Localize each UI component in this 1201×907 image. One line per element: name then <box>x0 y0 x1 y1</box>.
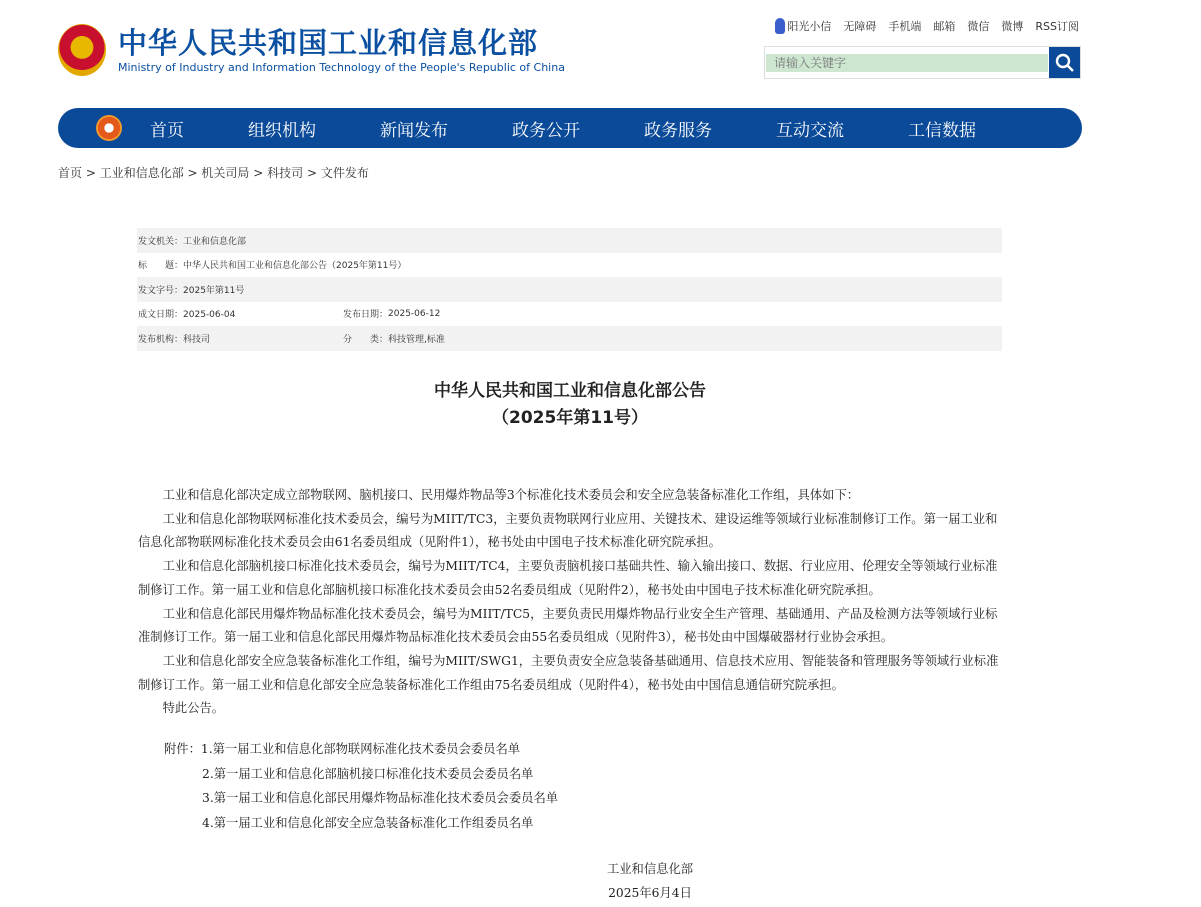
signature <box>560 857 740 905</box>
nav-home[interactable]: 首页 <box>150 120 184 141</box>
main-nav <box>58 108 1082 148</box>
sunshine-icon <box>775 18 785 34</box>
paragraph: 特此公告。 <box>162 701 225 716</box>
nav-logo-icon <box>96 115 122 141</box>
signer: 工业和信息化部 <box>606 862 694 876</box>
attachment-link[interactable]: 1.第一届工业和信息化部物联网标准化技术委员会委员名单 <box>200 742 521 756</box>
attachments-label: 附件： <box>164 742 201 756</box>
national-emblem-icon <box>58 24 106 76</box>
breadcrumb: 首页 > 工业和信息化部 > 机关司局 > 科技司 > 文件发布 <box>58 166 369 180</box>
site-title: 中华人民共和国工业和信息化部 <box>118 26 539 60</box>
nav-data[interactable]: 工信数据 <box>908 120 976 141</box>
meta-org: 科技司 <box>183 334 211 345</box>
link-weibo[interactable]: 微博 <box>1001 20 1024 33</box>
paragraph: 工业和信息化部决定成立部物联网、脑机接口、民用爆炸物品等3个标准化技术委员会和安全应急装备标准化工作组，具体如下： <box>162 488 860 502</box>
paragraph: 工业和信息化部安全应急装备标准化工作组，编号为MIIT/SWG1，主要负责安全应急装备基础通用、信息技术应用、智能装备和管理服务等领域行业标准制修订工作。第一届工业和信息化部安全应急装备标准化工作组由75名委员组成（见附件4），秘书处由中国信息通信研究院承担。 <box>138 653 999 692</box>
search-button[interactable] <box>1049 47 1080 78</box>
meta-date: 2025-06-04 <box>183 310 236 321</box>
sign-date: 2025年6月4日 <box>608 886 692 900</box>
article-title <box>0 378 1140 432</box>
link-wechat[interactable]: 微信 <box>967 20 990 33</box>
attachment-link[interactable]: 2.第一届工业和信息化部脑机接口标准化技术委员会委员名单 <box>202 766 534 781</box>
meta-label: 分 类： <box>343 334 389 345</box>
meta-label: 标 题： <box>138 261 184 272</box>
meta-label: 发布机构： <box>138 334 184 345</box>
meta-label: 发文字号： <box>138 285 184 296</box>
nav-news[interactable]: 新闻发布 <box>380 120 448 141</box>
breadcrumb-ministry[interactable]: 工业和信息化部 <box>99 166 184 180</box>
meta-pub-date: 2025-06-12 <box>388 308 441 319</box>
attachments <box>164 737 558 835</box>
search-icon <box>1055 53 1075 73</box>
meta-label: 成文日期： <box>138 310 184 321</box>
article-title-sub: （2025年第11号） <box>492 408 648 428</box>
article-body <box>138 484 1004 721</box>
nav-gov-affairs[interactable]: 政务公开 <box>512 120 580 141</box>
search-box <box>764 46 1081 79</box>
meta-issuer: 工业和信息化部 <box>183 236 247 247</box>
link-mobile[interactable]: 手机端 <box>888 20 922 33</box>
meta-title: 中华人民共和国工业和信息化部公告（2025年第11号） <box>183 261 407 272</box>
attachment-link[interactable]: 3.第一届工业和信息化部民用爆炸物品标准化技术委员会委员名单 <box>202 791 559 805</box>
meta-docno: 2025年第11号 <box>183 285 245 296</box>
top-links <box>775 18 1079 34</box>
breadcrumb-documents[interactable]: 文件发布 <box>320 166 369 180</box>
site-title-en: Ministry of Industry and Information Technology of the People's Republic of China <box>118 61 565 74</box>
meta-category: 科技管理,标准 <box>388 334 445 345</box>
link-accessibility[interactable]: 无障碍 <box>843 20 877 33</box>
breadcrumb-tech-dept[interactable]: 科技司 <box>267 166 304 180</box>
document-metadata <box>137 228 1002 351</box>
link-rss[interactable]: RSS订阅 <box>1035 20 1079 33</box>
article-title-main: 中华人民共和国工业和信息化部公告 <box>434 381 706 401</box>
meta-label: 发文机关： <box>138 236 184 247</box>
attachment-link[interactable]: 4.第一届工业和信息化部安全应急装备标准化工作组委员名单 <box>202 815 534 830</box>
breadcrumb-home[interactable]: 首页 <box>58 166 83 180</box>
nav-gov-services[interactable]: 政务服务 <box>644 120 712 141</box>
site-logo[interactable] <box>58 24 565 76</box>
breadcrumb-departments[interactable]: 机关司局 <box>201 166 250 180</box>
paragraph: 工业和信息化部物联网标准化技术委员会，编号为MIIT/TC3，主要负责物联网行业应用、关键技术、建设运维等领域行业标准制修订工作。第一届工业和信息化部物联网标准化技术委员会由61名委员组成（见附件1），秘书处由中国电子技术标准化研究院承担。 <box>138 511 998 550</box>
paragraph: 工业和信息化部民用爆炸物品标准化技术委员会，编号为MIIT/TC5，主要负责民用爆炸物品行业安全生产管理、基础通用、产品及检测方法等领域行业标准制修订工作。第一届工业和信息化部民用爆炸物品标准化技术委员会由55名委员组成（见附件3），秘书处由中国爆破器材行业协会承担。 <box>138 606 998 645</box>
search-input[interactable] <box>766 54 1048 72</box>
paragraph: 工业和信息化部脑机接口标准化技术委员会，编号为MIIT/TC4，主要负责脑机接口基础共性、输入输出接口、数据、行业应用、伦理安全等领域行业标准制修订工作。第一届工业和信息化部脑机接口标准化技术委员会由52名委员组成（见附件2），秘书处由中国电子技术标准化研究院承担。 <box>138 559 998 597</box>
meta-label: 发布日期： <box>343 310 389 321</box>
nav-interaction[interactable]: 互动交流 <box>776 120 844 141</box>
link-mail[interactable]: 邮箱 <box>933 20 956 33</box>
link-sunshine[interactable]: 阳光小信 <box>787 20 832 33</box>
nav-organization[interactable]: 组织机构 <box>248 120 316 141</box>
